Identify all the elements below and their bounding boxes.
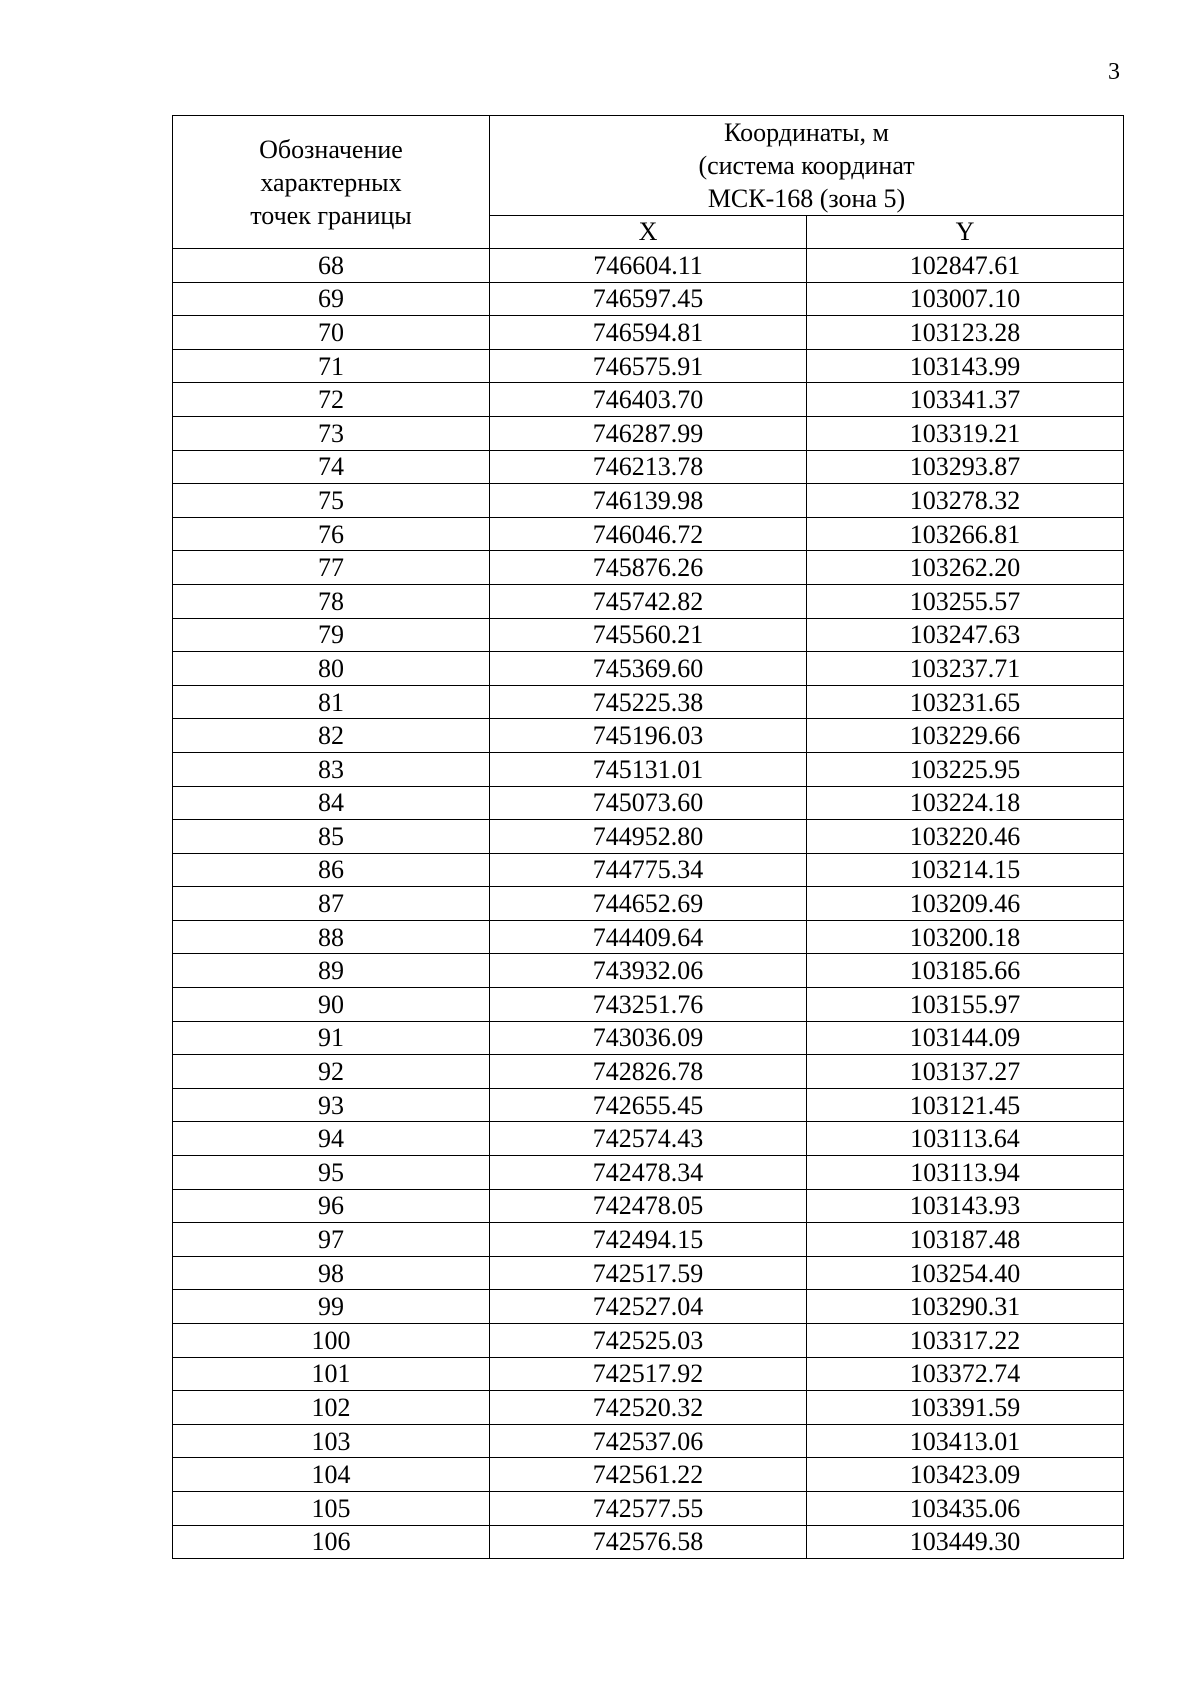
table-row [173,1458,1124,1492]
y-cell: 103278.32 [807,484,1124,518]
y-cell: 103266.81 [807,517,1124,551]
x-cell: 742478.34 [490,1156,807,1190]
table-row [173,517,1124,551]
point-cell: 82 [173,719,490,753]
y-cell: 103185.66 [807,954,1124,988]
point-cell: 77 [173,551,490,585]
point-cell: 99 [173,1290,490,1324]
x-cell: 742655.45 [490,1088,807,1122]
y-cell: 103423.09 [807,1458,1124,1492]
x-cell: 744775.34 [490,853,807,887]
header-designation-line: Обозначение [259,134,403,164]
table-row [173,618,1124,652]
point-cell: 70 [173,316,490,350]
x-cell: 744409.64 [490,920,807,954]
y-cell: 103229.66 [807,719,1124,753]
point-cell: 86 [173,853,490,887]
x-cell: 746213.78 [490,450,807,484]
y-cell: 103007.10 [807,282,1124,316]
table-row [173,249,1124,283]
table-row [173,1391,1124,1425]
x-cell: 746575.91 [490,349,807,383]
table-row [173,1088,1124,1122]
point-cell: 103 [173,1424,490,1458]
point-cell: 76 [173,517,490,551]
point-cell: 98 [173,1256,490,1290]
table-row [173,1156,1124,1190]
y-cell: 103214.15 [807,853,1124,887]
point-cell: 88 [173,920,490,954]
point-cell: 79 [173,618,490,652]
table-row [173,1424,1124,1458]
table-row [173,1324,1124,1358]
y-cell: 103290.31 [807,1290,1124,1324]
point-cell: 78 [173,584,490,618]
x-cell: 743036.09 [490,1021,807,1055]
table-body [173,249,1124,1559]
x-cell: 742478.05 [490,1189,807,1223]
page-number: 3 [1108,59,1120,85]
y-cell: 103435.06 [807,1491,1124,1525]
point-cell: 95 [173,1156,490,1190]
y-cell: 103113.64 [807,1122,1124,1156]
coordinates-table [172,115,1124,1559]
x-cell: 745742.82 [490,584,807,618]
x-cell: 743932.06 [490,954,807,988]
y-cell: 102847.61 [807,249,1124,283]
y-cell: 103143.99 [807,349,1124,383]
y-cell: 103143.93 [807,1189,1124,1223]
point-cell: 92 [173,1055,490,1089]
point-cell: 69 [173,282,490,316]
header-y: Y [807,216,1124,249]
y-cell: 103319.21 [807,416,1124,450]
table-row [173,316,1124,350]
point-cell: 97 [173,1223,490,1257]
point-cell: 106 [173,1525,490,1559]
y-cell: 103341.37 [807,383,1124,417]
table-row [173,1256,1124,1290]
header-designation-line: точек границы [250,200,412,230]
point-cell: 105 [173,1491,490,1525]
header-coordinates [490,116,1124,216]
table-row [173,652,1124,686]
table-row [173,282,1124,316]
x-cell: 742576.58 [490,1525,807,1559]
x-cell: 742561.22 [490,1458,807,1492]
x-cell: 745560.21 [490,618,807,652]
x-cell: 745131.01 [490,752,807,786]
x-cell: 746139.98 [490,484,807,518]
table-row [173,1525,1124,1559]
header-designation [173,116,490,249]
table-row [173,1491,1124,1525]
x-cell: 742517.59 [490,1256,807,1290]
y-cell: 103137.27 [807,1055,1124,1089]
header-x: X [490,216,807,249]
x-cell: 742574.43 [490,1122,807,1156]
y-cell: 103449.30 [807,1525,1124,1559]
y-cell: 103224.18 [807,786,1124,820]
point-cell: 93 [173,1088,490,1122]
table-row [173,1055,1124,1089]
x-cell: 746403.70 [490,383,807,417]
y-cell: 103372.74 [807,1357,1124,1391]
point-cell: 71 [173,349,490,383]
table-row [173,349,1124,383]
point-cell: 87 [173,887,490,921]
point-cell: 90 [173,988,490,1022]
x-cell: 744952.80 [490,820,807,854]
table-row [173,820,1124,854]
table-row [173,383,1124,417]
point-cell: 73 [173,416,490,450]
x-cell: 742494.15 [490,1223,807,1257]
x-cell: 746604.11 [490,249,807,283]
point-cell: 104 [173,1458,490,1492]
x-cell: 745196.03 [490,719,807,753]
y-cell: 103200.18 [807,920,1124,954]
y-cell: 103220.46 [807,820,1124,854]
x-cell: 742537.06 [490,1424,807,1458]
x-cell: 743251.76 [490,988,807,1022]
table-row [173,1122,1124,1156]
table-row [173,954,1124,988]
point-cell: 96 [173,1189,490,1223]
y-cell: 103113.94 [807,1156,1124,1190]
table-row [173,752,1124,786]
y-cell: 103237.71 [807,652,1124,686]
table-row [173,988,1124,1022]
y-cell: 103254.40 [807,1256,1124,1290]
point-cell: 85 [173,820,490,854]
point-cell: 91 [173,1021,490,1055]
y-cell: 103231.65 [807,685,1124,719]
point-cell: 81 [173,685,490,719]
x-cell: 745369.60 [490,652,807,686]
y-cell: 103317.22 [807,1324,1124,1358]
point-cell: 100 [173,1324,490,1358]
y-cell: 103293.87 [807,450,1124,484]
y-cell: 103155.97 [807,988,1124,1022]
point-cell: 94 [173,1122,490,1156]
table-row [173,685,1124,719]
x-cell: 742577.55 [490,1491,807,1525]
table-row [173,1290,1124,1324]
table-row [173,450,1124,484]
x-cell: 744652.69 [490,887,807,921]
x-cell: 742527.04 [490,1290,807,1324]
y-cell: 103255.57 [807,584,1124,618]
y-cell: 103121.45 [807,1088,1124,1122]
table-row [173,1189,1124,1223]
table-row [173,1021,1124,1055]
x-cell: 742525.03 [490,1324,807,1358]
x-cell: 745073.60 [490,786,807,820]
x-cell: 746594.81 [490,316,807,350]
point-cell: 84 [173,786,490,820]
table-row [173,887,1124,921]
y-cell: 103123.28 [807,316,1124,350]
x-cell: 742826.78 [490,1055,807,1089]
table-row [173,786,1124,820]
y-cell: 103262.20 [807,551,1124,585]
point-cell: 68 [173,249,490,283]
header-coordinates-line: МСК-168 (зона 5) [707,184,906,213]
x-cell: 746287.99 [490,416,807,450]
point-cell: 89 [173,954,490,988]
table-row [173,584,1124,618]
y-cell: 103225.95 [807,752,1124,786]
table-row [173,719,1124,753]
point-cell: 101 [173,1357,490,1391]
x-cell: 746046.72 [490,517,807,551]
point-cell: 75 [173,484,490,518]
table-row [173,551,1124,585]
point-cell: 74 [173,450,490,484]
y-cell: 103187.48 [807,1223,1124,1257]
y-cell: 103144.09 [807,1021,1124,1055]
point-cell: 72 [173,383,490,417]
header-designation-line: характерных [260,167,402,197]
x-cell: 745225.38 [490,685,807,719]
x-cell: 745876.26 [490,551,807,585]
table-row [173,853,1124,887]
x-cell: 742517.92 [490,1357,807,1391]
x-cell: 746597.45 [490,282,807,316]
table-header [173,116,1124,249]
x-cell: 742520.32 [490,1391,807,1425]
point-cell: 83 [173,752,490,786]
table-row [173,484,1124,518]
y-cell: 103391.59 [807,1391,1124,1425]
header-coordinates-line: Координаты, м [724,118,889,147]
table-row [173,1223,1124,1257]
y-cell: 103247.63 [807,618,1124,652]
point-cell: 80 [173,652,490,686]
table-row [173,920,1124,954]
y-cell: 103413.01 [807,1424,1124,1458]
header-coordinates-line: (система координат [698,151,915,180]
table-row [173,1357,1124,1391]
table-row [173,416,1124,450]
y-cell: 103209.46 [807,887,1124,921]
point-cell: 102 [173,1391,490,1425]
